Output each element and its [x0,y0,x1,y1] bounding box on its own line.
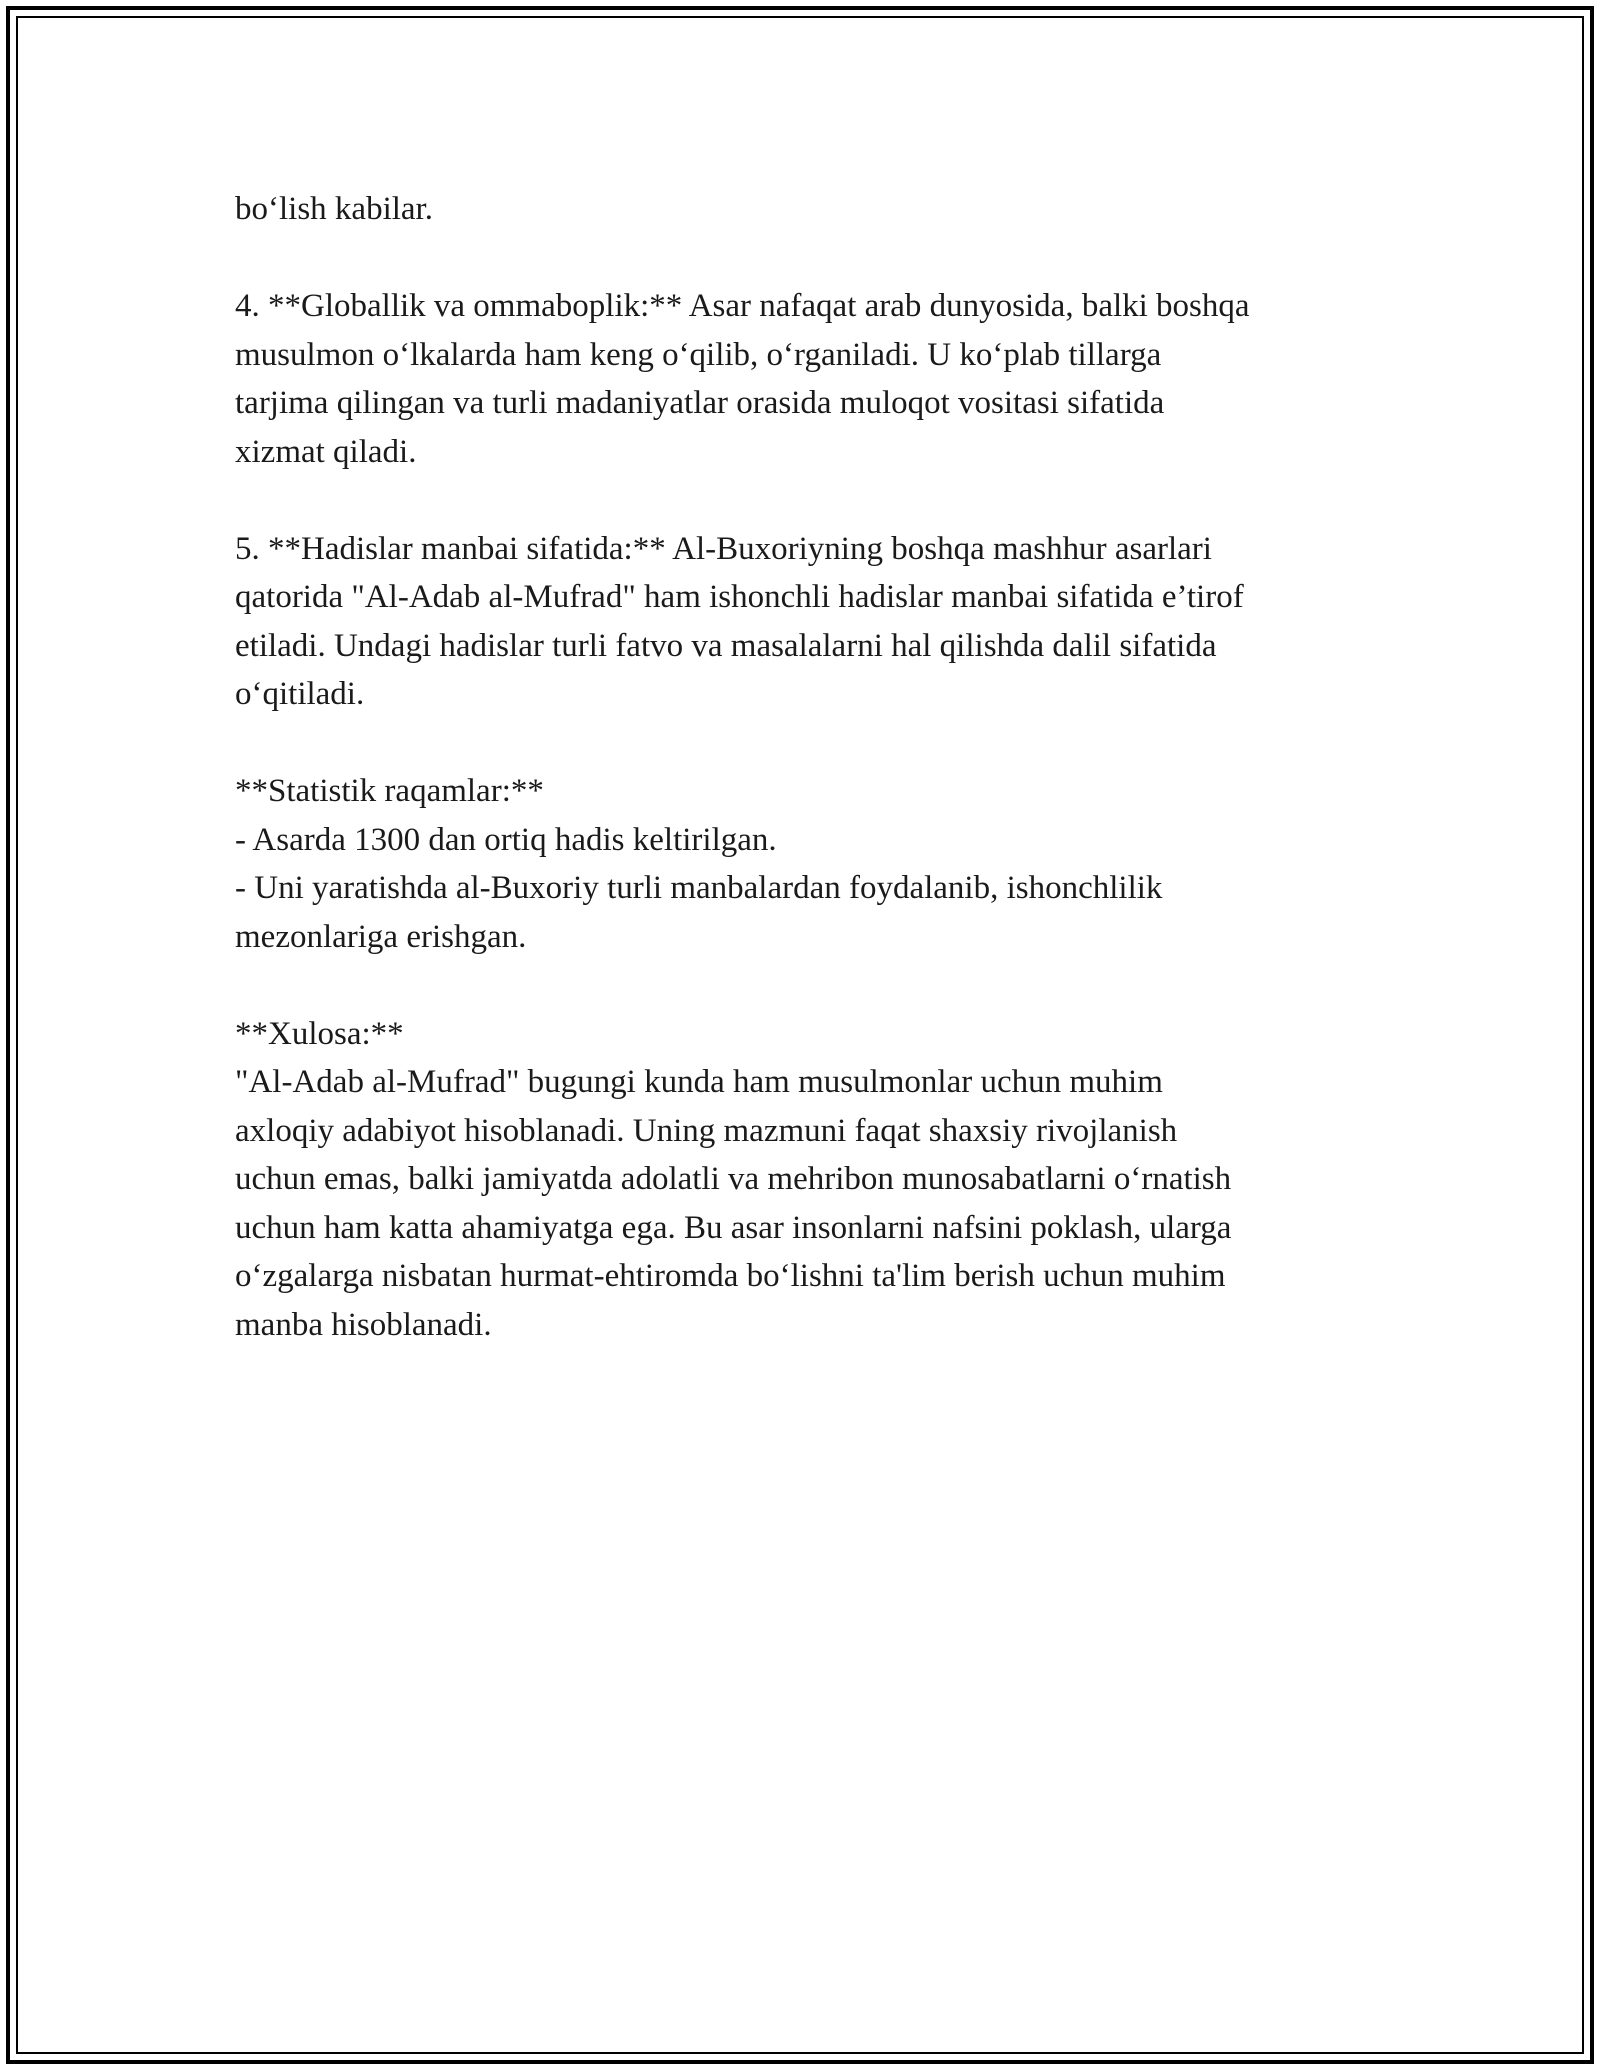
section-heading: **Xulosa:** [235,1015,404,1052]
text-line: "Al-Adab al-Mufrad" bugungi kunda ham musulmonlar uchun muhim [235,1064,1163,1100]
text-line: mezonlariga erishgan. [235,918,527,955]
text-line: tarjima qilingan va turli madaniyatlar orasida muloqot vositasi sifatida [235,385,1165,421]
document-body [235,185,1385,1398]
bullet-line: - Uni yaratishda al-Buxoriy turli manbalardan foydalanib, ishonchlilik [235,870,1163,906]
text-line: musulmon o‘lkalarda ham keng o‘qilib, o‘rganiladi. U ko‘plab tillarga [235,336,1162,373]
paragraph-hadislar-manbai [235,525,1385,719]
text-line: 5. **Hadislar manbai sifatida:** Al-Buxoriyning boshqa mashhur asarlari [235,530,1212,567]
text-line: axloqiy adabiyot hisoblanadi. Uning mazmuni faqat shaxsiy rivojlanish [235,1112,1178,1149]
text-line: manba hisoblanadi. [235,1306,492,1343]
text-line: o‘zgalarga nisbatan hurmat-ehtiromda bo‘lishni ta'lim berish uchun muhim [235,1258,1226,1294]
paragraph-globallik [235,282,1385,476]
text-line: 4. **Globallik va ommaboplik:** Asar nafaqat arab dunyosida, balki boshqa [235,288,1250,324]
paragraph-xulosa [235,1010,1385,1350]
text-line: uchun ham katta ahamiyatga ega. Bu asar insonlarni nafsini poklash, ularga [235,1209,1232,1246]
text-line: bo‘lish kabilar. [235,191,433,227]
paragraph-statistik-raqamlar [235,767,1385,961]
text-line: o‘qitiladi. [235,676,365,712]
bullet-line: - Asarda 1300 dan ortiq hadis keltirilgan. [235,821,777,858]
section-heading: **Statistik raqamlar:** [235,773,544,809]
text-line: etiladi. Undagi hadislar turli fatvo va masalalarni hal qilishda dalil sifatida [235,627,1217,664]
text-line: xizmat qiladi. [235,433,417,470]
text-line: qatorida "Al-Adab al-Mufrad" ham ishonchli hadislar manbai sifatida e’tirof [235,579,1244,615]
text-line: uchun emas, balki jamiyatda adolatli va mehribon munosabatlarni o‘rnatish [235,1161,1232,1197]
paragraph-continuation [235,185,1385,234]
